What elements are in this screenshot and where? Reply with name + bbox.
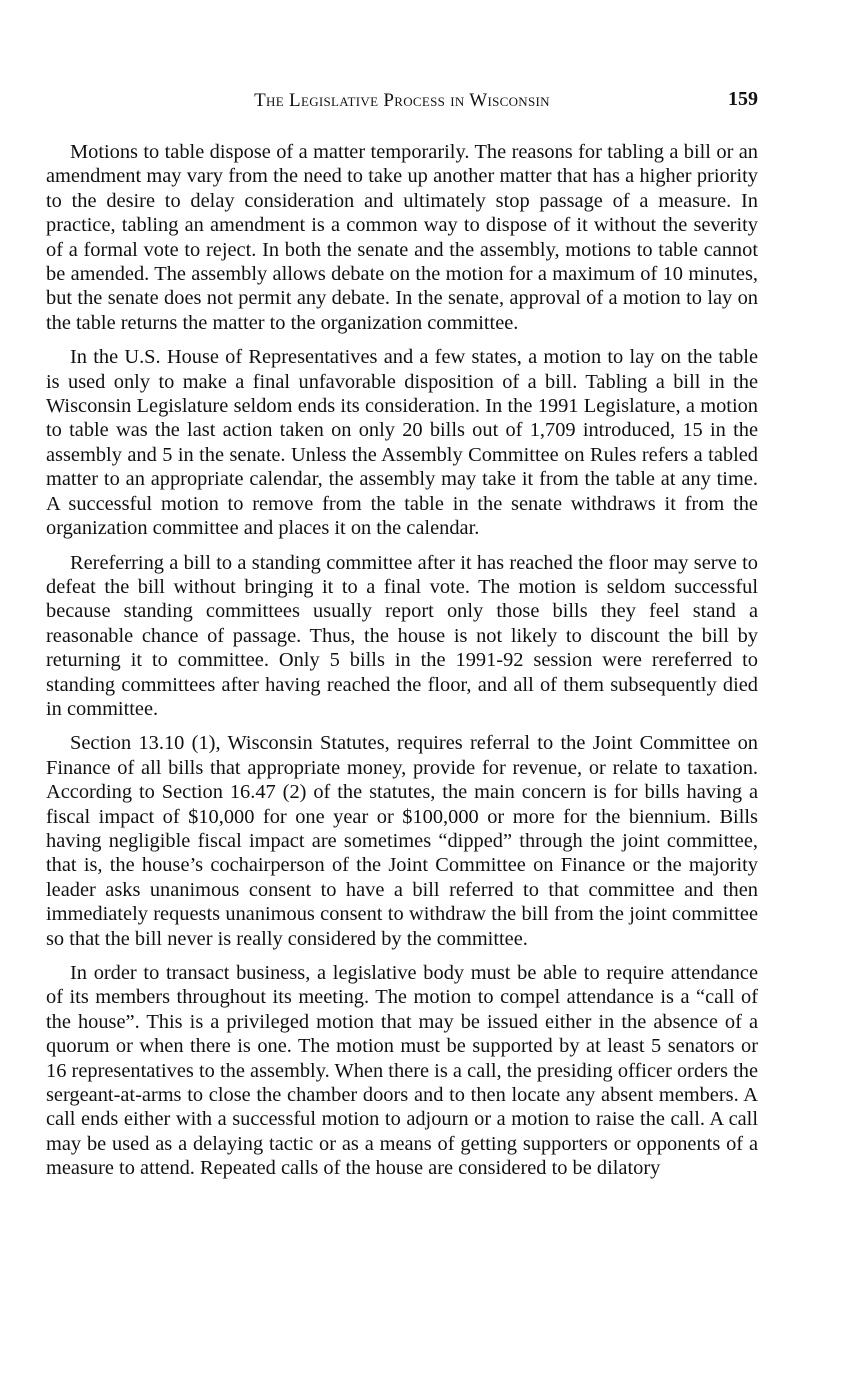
paragraph-call-of-house: In order to transact business, a legislative body must be able to require attendance of its members throughout its meeting. The motion to compel attendance is a “call of the house”. This is a privileged motion that may be issued either in the absence of a quorum or when there is one. The motion must be supported by at least 5 senators or 16 representatives to the assembly. When there is a call, the presiding officer orders the sergeant-at-arms to close the chamber doors and to then locate any absent members. A call ends either with a successful motion to adjourn or a motion to raise the call. A call may be used as a delaying tactic or as a means of getting supporters or opponents of a measure to attend. Repeated calls of the house are considered to be dilatory (46, 962, 758, 1180)
page-number: 159 (728, 88, 758, 110)
running-header (46, 88, 758, 118)
book-page (46, 88, 758, 1181)
paragraph-tabling-motions: Motions to table dispose of a matter temporarily. The reasons for tabling a bill or an amendment may vary from the need to take up another matter that has a higher priority to the desire to delay consideration and ultimately stop passage of a measure. In practice, tabling an amendment is a common way to dispose of it without the severity of a formal vote to reject. In both the senate and the assembly, motions to table cannot be amended. The assembly allows debate on the motion for a maximum of 10 minutes, but the senate does not permit any debate. In the senate, approval of a motion to lay on the table returns the matter to the organization committee. (46, 141, 758, 334)
body-text (46, 140, 758, 1181)
paragraph-joint-finance: Section 13.10 (1), Wisconsin Statutes, requires referral to the Joint Committee on Finance of all bills that appropriate money, provide for revenue, or relate to taxation. According to Section 16.47 (2) of the statutes, the main concern is for bills having a fiscal impact of $10,000 for one year or $100,000 or more for the biennium. Bills having negligible fiscal impact are sometimes “dipped” through the joint committee, that is, the house’s cochairperson of the Joint Committee on Finance or the majority leader asks unanimous consent to have a bill referred to that committee and then immediately requests unanimous consent to withdraw the bill from the joint committee so that the bill never is really considered by the committee. (46, 732, 758, 950)
running-title: The Legislative Process in Wisconsin (254, 90, 550, 111)
paragraph-rereferring: Rereferring a bill to a standing committee after it has reached the floor may serve to defeat the bill without bringing it to a final vote. The motion is seldom successful because standing committees usually report only those bills they feel stand a reasonable chance of passage. Thus, the house is not likely to discount the bill by returning it to committee. Only 5 bills in the 1991-92 session were rereferred to standing committees after having reached the floor, and all of them subsequently died in committee. (46, 551, 758, 720)
paragraph-lay-on-table: In the U.S. House of Representatives and a few states, a motion to lay on the table is used only to make a final unfavorable disposition of a bill. Tabling a bill in the Wisconsin Legislature seldom ends its consideration. In the 1991 Legislature, a motion to table was the last action taken on only 20 bills out of 1,709 introduced, 15 in the assembly and 5 in the senate. Unless the Assembly Committee on Rules refers a tabled matter to an appropriate calendar, the assembly may take it from the table at any time. A successful motion to remove from the table in the senate withdraws it from the organization committee and places it on the calendar. (46, 346, 758, 540)
